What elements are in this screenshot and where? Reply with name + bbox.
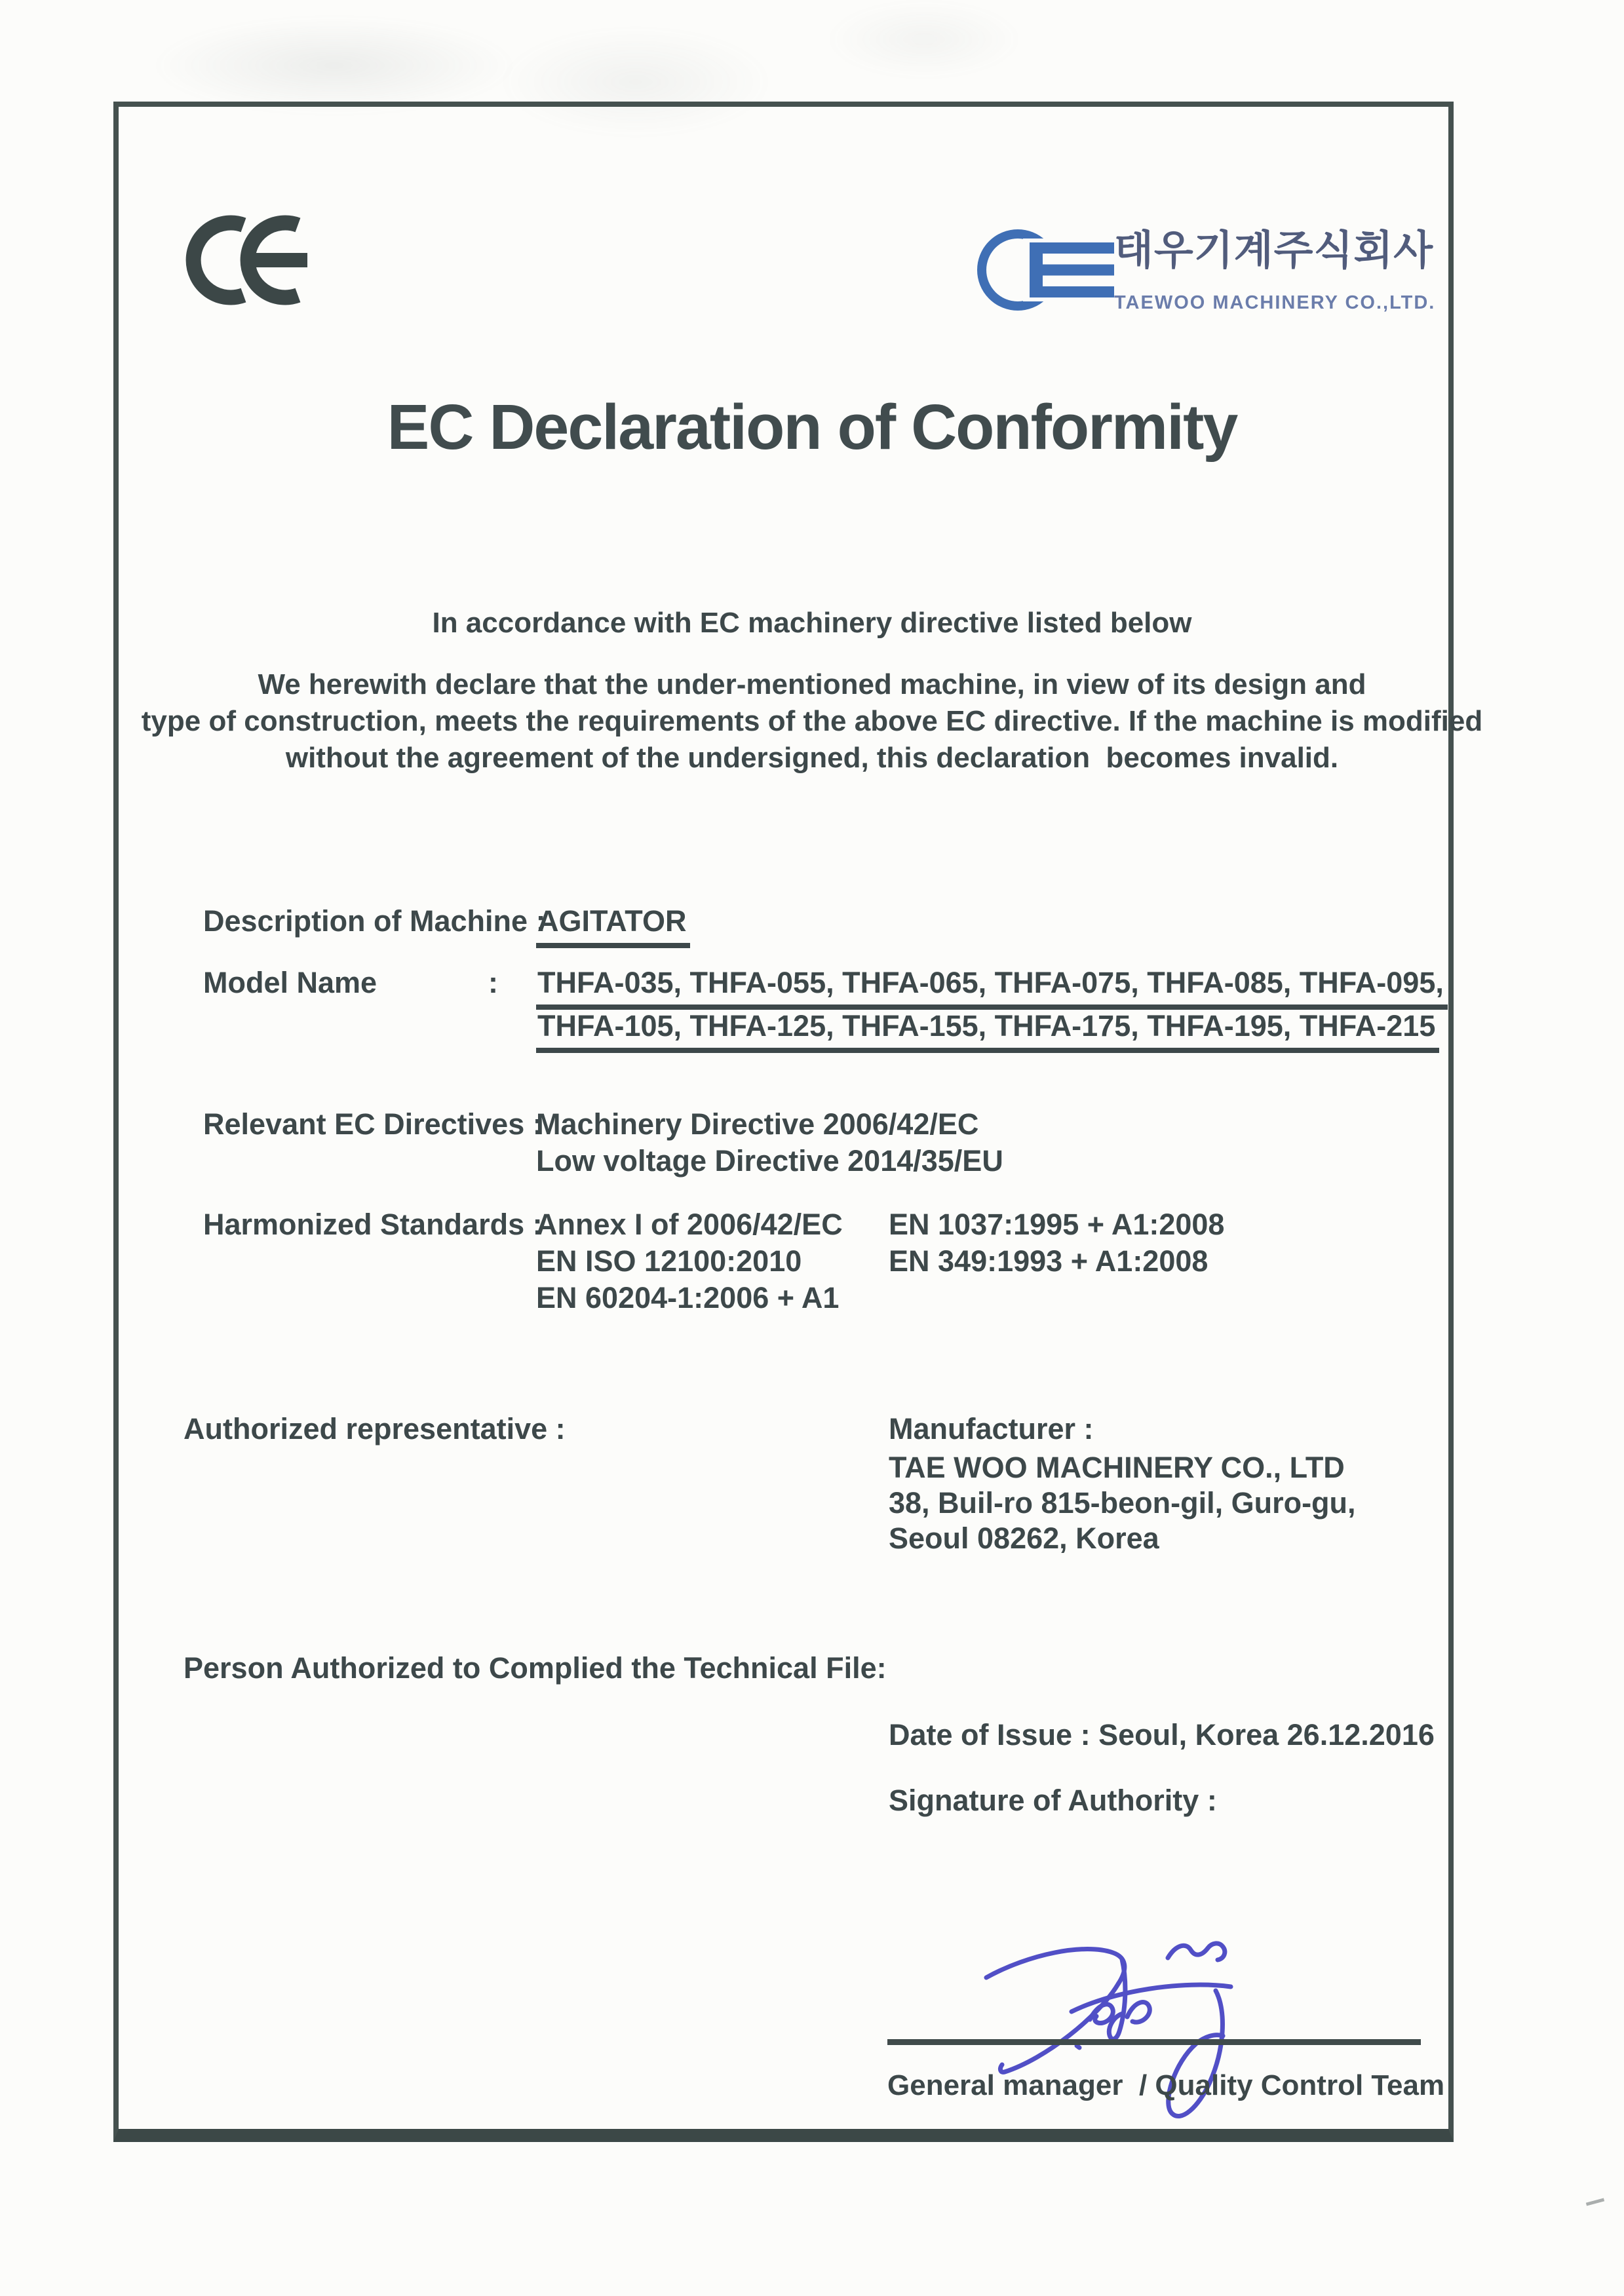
- model-name-colon: :: [488, 966, 498, 999]
- authorized-representative-label: Authorized representative :: [184, 1412, 566, 1445]
- company-name-korean: 태우기계주식회사: [1114, 228, 1434, 273]
- model-name-line2: THFA-105, THFA-125, THFA-155, THFA-175, THFA-195, THFA-215: [536, 1009, 1439, 1053]
- person-authorized-label: Person Authorized to Complied the Technical File:: [184, 1651, 887, 1685]
- ce-mark-icon: [181, 208, 332, 312]
- description-label: Description of Machine :: [203, 904, 546, 938]
- standard-item: EN 349:1993 + A1:2008: [889, 1244, 1208, 1278]
- declaration-line: We herewith declare that the under-mentioned machine, in view of its design and: [258, 668, 1366, 700]
- scan-smudge: [826, 0, 1022, 79]
- manufacturer-address-line: Seoul 08262, Korea: [889, 1521, 1159, 1555]
- signature-of-authority-label: Signature of Authority :: [889, 1784, 1217, 1817]
- manufacturer-name: TAE WOO MACHINERY CO., LTD: [889, 1451, 1345, 1484]
- page-title: EC Declaration of Conformity: [387, 391, 1237, 463]
- directive-item: Low voltage Directive 2014/35/EU: [536, 1144, 1003, 1177]
- signatory-title: General manager / Quality Control Team: [887, 2069, 1445, 2101]
- standard-item: Annex I of 2006/42/EC: [536, 1208, 843, 1241]
- model-name-label: Model Name: [203, 966, 377, 999]
- date-of-issue: Date of Issue : Seoul, Korea 26.12.2016: [889, 1718, 1435, 1751]
- standard-item: EN ISO 12100:2010: [536, 1244, 802, 1278]
- standards-label: Harmonized Standards :: [203, 1208, 543, 1241]
- directives-label: Relevant EC Directives :: [203, 1107, 543, 1141]
- company-name-english: TAEWOO MACHINERY CO.,LTD.: [1114, 292, 1436, 313]
- handwritten-signature: [937, 1920, 1278, 2136]
- model-name-line1: THFA-035, THFA-055, THFA-065, THFA-075, THFA-085, THFA-095,: [536, 966, 1448, 1010]
- signature-line: [887, 2039, 1421, 2045]
- declaration-line: type of construction, meets the requirements of the above EC directive. If the machine is modified: [141, 705, 1483, 737]
- directive-item: Machinery Directive 2006/42/EC: [536, 1107, 979, 1141]
- description-value: AGITATOR: [536, 904, 690, 948]
- scan-smudge: [151, 16, 518, 115]
- intro-line: In accordance with EC machinery directive listed below: [432, 607, 1192, 639]
- standard-item: EN 1037:1995 + A1:2008: [889, 1208, 1225, 1241]
- scan-speck: [1586, 2198, 1604, 2206]
- standard-item: EN 60204-1:2006 + A1: [536, 1281, 840, 1314]
- declaration-line: without the agreement of the undersigned, this declaration becomes invalid.: [285, 742, 1339, 774]
- manufacturer-label: Manufacturer :: [889, 1412, 1094, 1445]
- manufacturer-address-line: 38, Buil-ro 815-beon-gil, Guro-gu,: [889, 1486, 1356, 1520]
- company-logo-icon: [970, 225, 1121, 317]
